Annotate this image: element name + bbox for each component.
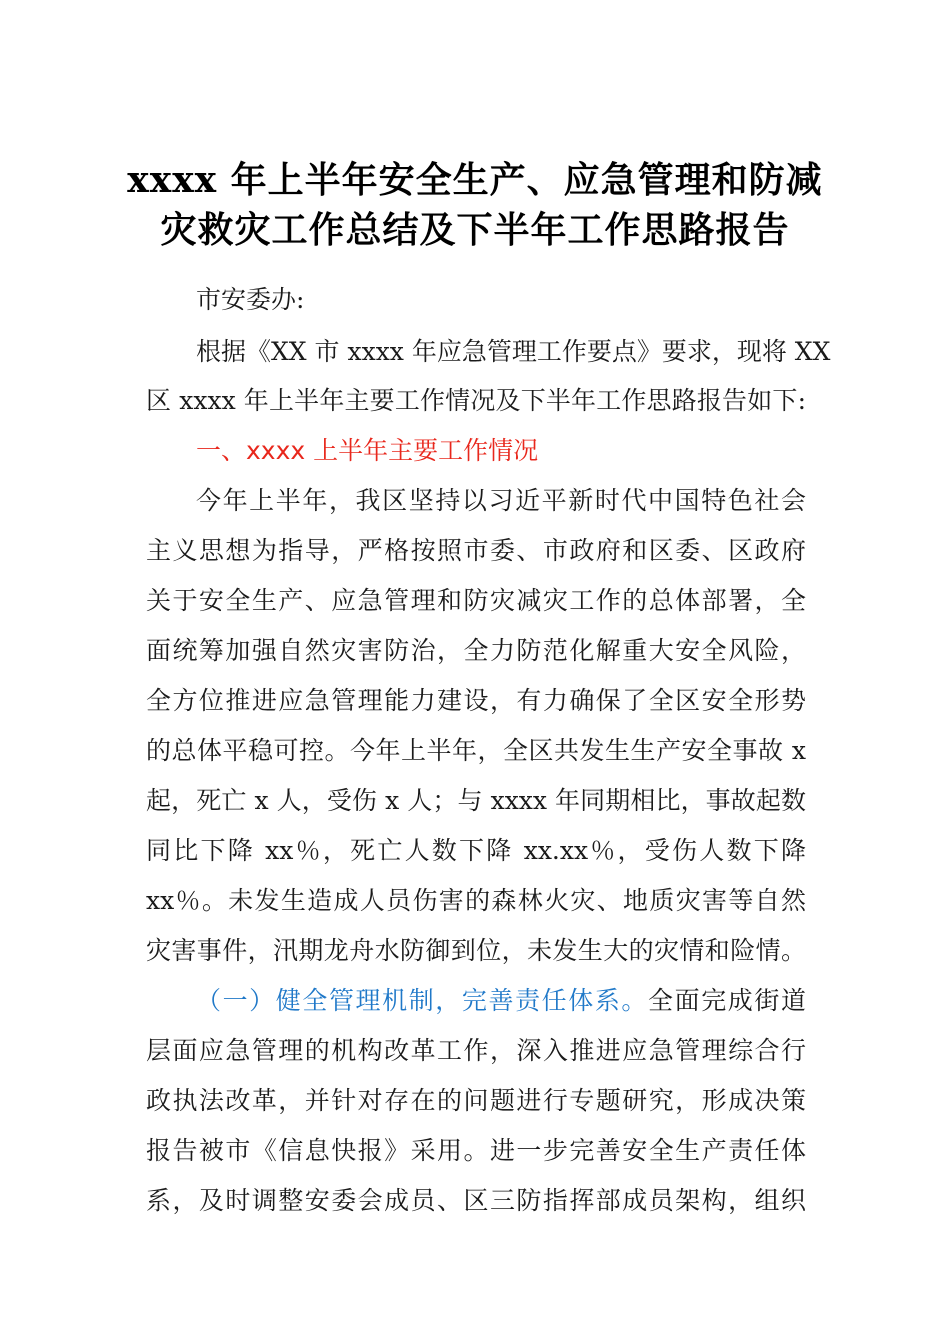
section-1-line-9: xx％。未发生造成人员伤害的森林火灾、地质灾害等自然 [146, 886, 806, 915]
subsection-1-line-3: 政执法改革，并针对存在的问题进行专题研究，形成决策 [146, 1086, 806, 1115]
section-1-line-7: 起，死亡 x 人，受伤 x 人；与 xxxx 年同期相比，事故起数 [146, 786, 806, 815]
section-1-line-1: 今年上半年，我区坚持以习近平新时代中国特色社会 [196, 486, 806, 515]
subsection-1-first-line-rest: 全面完成街道 [648, 986, 806, 1015]
section-1-line-6: 的总体平稳可控。今年上半年，全区共发生生产安全事故 x [146, 736, 806, 765]
section-1-line-8: 同比下降 xx％，死亡人数下降 xx.xx％，受伤人数下降 [146, 836, 806, 865]
document-title-line-2: 灾救灾工作总结及下半年工作思路报告 [160, 209, 790, 251]
section-1-line-4: 面统筹加强自然灾害防治，全力防范化解重大安全风险， [146, 636, 806, 665]
section-1-line-5: 全方位推进应急管理能力建设，有力确保了全区安全形势 [146, 686, 806, 715]
intro-line-1: 根据《XX 市 xxxx 年应急管理工作要点》要求，现将 XX [196, 337, 831, 366]
subsection-1-line-2: 层面应急管理的机构改革工作，深入推进应急管理综合行 [146, 1036, 806, 1065]
subsection-1-line-4: 报告被市《信息快报》采用。进一步完善安全生产责任体 [146, 1136, 806, 1165]
section-1-line-10: 灾害事件，汛期龙舟水防御到位，未发生大的灾情和险情。 [146, 936, 806, 965]
section-1-line-3: 关于安全生产、应急管理和防灾减灾工作的总体部署，全 [146, 586, 806, 615]
intro-line-2: 区 xxxx 年上半年主要工作情况及下半年工作思路报告如下: [146, 386, 806, 415]
salutation: 市安委办: [196, 285, 305, 314]
subsection-1-heading: （一）健全管理机制，完善责任体系。 [196, 986, 649, 1015]
subsection-1-first-line [196, 984, 806, 1018]
section-1-heading: 一、xxxx 上半年主要工作情况 [196, 436, 539, 465]
subsection-1-line-5: 系，及时调整安委会成员、区三防指挥部成员架构，组织 [146, 1186, 806, 1215]
section-1-line-2: 主义思想为指导，严格按照市委、市政府和区委、区政府 [146, 536, 806, 565]
document-title-line-1: xxxx 年上半年安全生产、应急管理和防减 [127, 159, 823, 201]
